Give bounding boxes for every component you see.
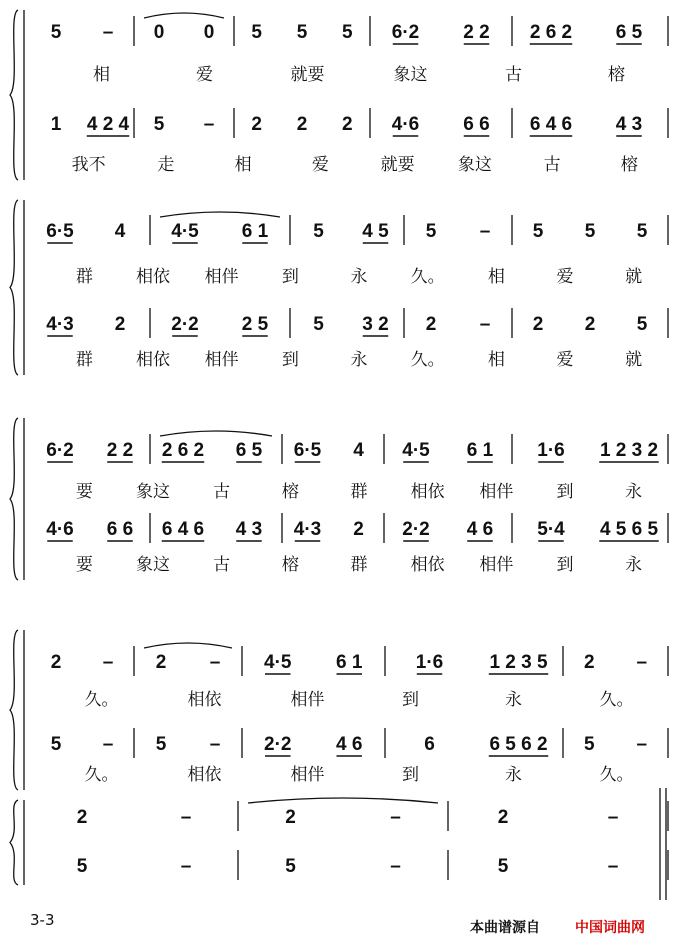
lyric-syllable: 古 <box>213 482 231 502</box>
note-group: 2·2 <box>402 519 430 540</box>
note-group: 5 <box>251 22 262 43</box>
note-group: 6 <box>424 734 435 755</box>
lyric-syllable: 相伴 <box>290 690 325 710</box>
lyric-syllable: 要 <box>75 555 93 575</box>
lyric-syllable: 要 <box>75 482 93 502</box>
lyric-syllable: 到 <box>281 350 299 370</box>
note-group: – <box>102 734 114 755</box>
note-group: – <box>102 22 114 43</box>
lyric-syllable: 永 <box>505 765 522 785</box>
note-group: – <box>636 652 648 673</box>
note-group: 2 <box>50 652 62 673</box>
note-group: – <box>390 856 401 877</box>
brace <box>10 10 18 180</box>
note-group: 2 <box>583 652 595 673</box>
note-group: 5 <box>636 221 648 242</box>
note-group: – <box>636 734 648 755</box>
slur <box>144 13 224 18</box>
lyric-syllable: 就 <box>625 350 643 370</box>
lyric-syllable: 古 <box>543 155 561 175</box>
lyric-syllable: 久。 <box>599 690 634 710</box>
note-group: 5 <box>342 22 353 43</box>
note-group: 2 <box>425 314 437 335</box>
lyric-syllable: 相 <box>487 267 505 287</box>
lyric-syllable: 群 <box>350 555 368 575</box>
note-group: – <box>102 652 114 673</box>
lyric-syllable: 相伴 <box>479 482 514 502</box>
lyric-syllable: 相依 <box>187 690 222 710</box>
site-name-link[interactable]: 中国词曲网 <box>575 920 645 936</box>
note-group: 6 1 <box>336 652 363 673</box>
note-group: 2 5 <box>241 314 269 335</box>
note-group: 5 <box>584 221 596 242</box>
note-group: – <box>607 856 619 877</box>
note-group: 2 <box>497 807 509 828</box>
lyric-syllable: 相依 <box>136 267 170 287</box>
lyric-syllable: 榕 <box>281 555 299 575</box>
lyric-syllable: 到 <box>556 482 574 502</box>
lyric-syllable: 相 <box>234 155 252 175</box>
note-group: 4 <box>114 221 126 242</box>
lyric-syllable: 久。 <box>84 690 119 710</box>
lyric-syllable: 我不 <box>71 155 106 175</box>
note-group: 0 <box>203 22 215 43</box>
note-group: 4 3 <box>615 114 643 135</box>
note-group: 5 <box>50 22 62 43</box>
lyric-syllable: 永 <box>350 267 368 287</box>
note-group: 6 5 <box>235 440 263 461</box>
lyric-syllable: 相伴 <box>204 350 239 370</box>
lyric-syllable: 爱 <box>311 155 329 175</box>
lyric-syllable: 象这 <box>393 65 428 85</box>
note-group: 6 6 <box>106 519 134 540</box>
note-group: – <box>479 314 491 335</box>
note-group: 2 <box>76 807 88 828</box>
note-group: 4·6 <box>391 114 420 135</box>
system-2 <box>10 200 668 375</box>
lyric-syllable: 相依 <box>410 555 445 575</box>
note-group: 1 2 3 2 <box>599 440 659 461</box>
brace <box>10 418 18 580</box>
system-5 <box>10 798 668 885</box>
note-group: 6·2 <box>46 440 74 461</box>
lyric-syllable: 相伴 <box>479 555 514 575</box>
note-group: 1·6 <box>415 652 444 673</box>
note-group: – <box>607 807 619 828</box>
lyric-syllable: 相依 <box>136 350 170 370</box>
note-group: 2·2 <box>264 734 292 755</box>
note-group: – <box>180 807 192 828</box>
note-group: 1·6 <box>537 440 565 461</box>
note-group: 6·5 <box>46 221 74 242</box>
note-group: 4·3 <box>46 314 74 335</box>
lyric-syllable: 爱 <box>196 65 213 85</box>
note-group: 4·6 <box>46 519 74 540</box>
lyric-syllable: 榕 <box>281 482 299 502</box>
score-systems <box>10 10 668 900</box>
note-group: – <box>203 114 215 135</box>
note-group: 6·5 <box>293 440 322 461</box>
note-group: 5 <box>296 22 308 43</box>
system-3 <box>10 418 668 580</box>
note-group: 5 <box>532 221 544 242</box>
note-group: – <box>209 734 221 755</box>
lyric-syllable: 久。 <box>84 765 119 785</box>
note-group: 1 <box>50 114 62 135</box>
brace <box>10 200 18 375</box>
lyric-syllable: 相 <box>487 350 505 370</box>
note-group: 4·5 <box>264 652 292 673</box>
note-group: 2 <box>584 314 596 335</box>
note-group: 5·4 <box>537 519 565 540</box>
lyric-syllable: 相伴 <box>290 765 325 785</box>
note-group: 4 6 <box>336 734 363 755</box>
lyric-syllable: 到 <box>402 765 419 785</box>
lyric-syllable: 就要 <box>290 65 325 85</box>
lyric-syllable: 相伴 <box>204 267 239 287</box>
lyric-syllable: 到 <box>556 555 574 575</box>
slur <box>160 212 280 217</box>
page-number: 3-3 <box>30 911 55 929</box>
note-group: 5 <box>76 856 88 877</box>
lyric-syllable: 走 <box>157 155 175 175</box>
note-group: 2·2 <box>171 314 199 335</box>
lyric-syllable: 爱 <box>556 350 574 370</box>
note-group: 4 <box>353 440 364 461</box>
note-group: 5 <box>153 114 165 135</box>
note-group: 5 <box>583 734 595 755</box>
note-group: 2 6 2 <box>161 440 205 461</box>
lyric-syllable: 永 <box>350 350 368 370</box>
note-group: 6 6 <box>463 114 490 135</box>
note-group: 4·5 <box>402 440 430 461</box>
note-group: – <box>479 221 491 242</box>
brace <box>10 630 18 790</box>
lyric-syllable: 象这 <box>136 555 170 575</box>
lyric-syllable: 象这 <box>457 155 492 175</box>
note-group: 2 <box>251 114 262 135</box>
slur <box>248 798 438 803</box>
note-group: 5 <box>497 856 509 877</box>
note-group: 6·2 <box>391 22 420 43</box>
lyric-syllable: 相 <box>93 65 110 85</box>
lyric-syllable: 古 <box>505 65 522 85</box>
note-group: 2 <box>532 314 544 335</box>
lyric-syllable: 永 <box>505 690 522 710</box>
note-group: 2 2 <box>463 22 490 43</box>
lyric-syllable: 久。 <box>410 267 445 287</box>
note-group: – <box>390 807 401 828</box>
note-group: 6 5 <box>615 22 643 43</box>
system-1 <box>10 10 668 180</box>
note-group: 4 2 4 <box>86 114 130 135</box>
note-group: 2 <box>342 114 353 135</box>
note-group: 2 <box>353 519 364 540</box>
note-group: 4 3 <box>235 519 263 540</box>
note-group: 4 5 6 5 <box>599 519 659 540</box>
lyric-syllable: 相依 <box>410 482 445 502</box>
note-group: 2 <box>155 652 167 673</box>
brace <box>10 800 18 885</box>
source-label: 本曲谱源自 <box>470 920 540 936</box>
score-footer <box>30 911 645 936</box>
note-group: – <box>209 652 221 673</box>
note-group: 1 2 3 5 <box>489 652 548 673</box>
lyric-syllable: 爱 <box>556 267 574 287</box>
note-group: – <box>180 856 192 877</box>
note-group: 6 4 6 <box>529 114 573 135</box>
note-group: 5 <box>50 734 62 755</box>
lyric-syllable: 群 <box>75 350 93 370</box>
lyric-syllable: 永 <box>625 555 643 575</box>
note-group: 2 6 2 <box>529 22 573 43</box>
slur <box>160 431 272 436</box>
note-group: 6 4 6 <box>161 519 205 540</box>
lyric-syllable: 就要 <box>380 155 415 175</box>
lyric-syllable: 象这 <box>136 482 170 502</box>
lyric-syllable: 榕 <box>608 65 625 85</box>
lyric-syllable: 古 <box>213 555 231 575</box>
note-group: 4·5 <box>171 221 199 242</box>
lyric-syllable: 群 <box>350 482 368 502</box>
note-group: 0 <box>153 22 165 43</box>
lyric-syllable: 到 <box>281 267 299 287</box>
note-group: 5 <box>285 856 296 877</box>
note-group: 6 5 6 2 <box>489 734 548 755</box>
lyric-syllable: 相依 <box>187 765 222 785</box>
note-group: 5 <box>425 221 437 242</box>
lyric-syllable: 到 <box>402 690 419 710</box>
note-group: 4 5 <box>362 221 389 242</box>
lyric-syllable: 久。 <box>599 765 634 785</box>
note-group: 2 <box>285 807 296 828</box>
note-group: 5 <box>636 314 648 335</box>
note-group: 2 2 <box>106 440 134 461</box>
lyric-syllable: 就 <box>625 267 643 287</box>
lyric-syllable: 榕 <box>620 155 638 175</box>
note-group: 5 <box>313 314 324 335</box>
lyric-syllable: 久。 <box>410 350 445 370</box>
note-group: 4·3 <box>293 519 322 540</box>
note-group: 3 2 <box>362 314 389 335</box>
note-group: 2 <box>114 314 126 335</box>
system-4 <box>10 630 668 790</box>
note-group: 6 1 <box>241 221 269 242</box>
note-group: 5 <box>155 734 167 755</box>
note-group: 6 1 <box>466 440 494 461</box>
note-group: 2 <box>296 114 308 135</box>
lyric-syllable: 群 <box>75 267 93 287</box>
note-group: 4 6 <box>466 519 494 540</box>
slur <box>144 643 232 648</box>
note-group: 5 <box>313 221 324 242</box>
lyric-syllable: 永 <box>625 482 643 502</box>
